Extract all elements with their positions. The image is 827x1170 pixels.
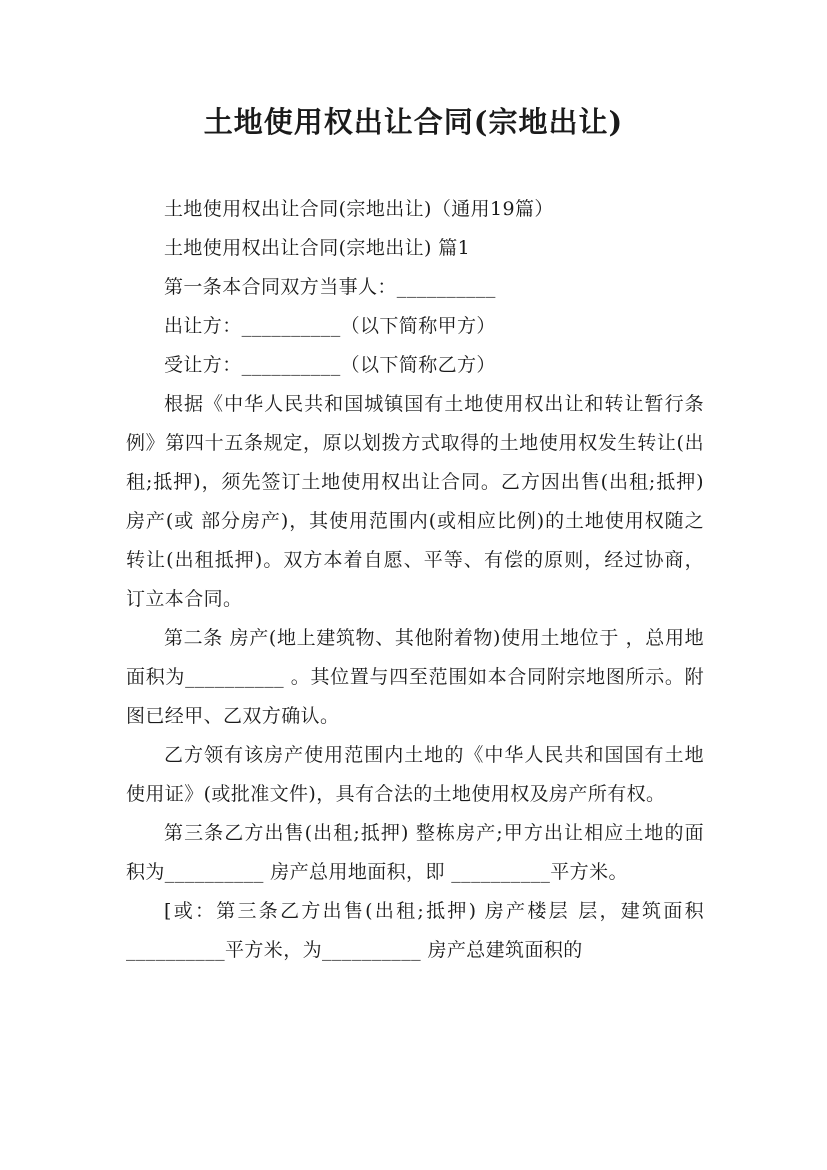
paragraph-article-3: 第三条乙方出售(出租;抵押) 整栋房产;甲方出让相应土地的面积为__________ 房产总用地面积，即 __________平方米。 [126, 822, 704, 883]
document-body [126, 190, 704, 970]
paragraph-land-certificate: 乙方领有该房产使用范围内土地的《中华人民共和国国有土地使用证》(或批准文件)，具有合法的土地使用权及房产所有权。 [126, 744, 704, 805]
document-title: 土地使用权出让合同(宗地出让) [203, 105, 624, 139]
paragraph-article-1: 第一条本合同双方当事人：__________ [164, 276, 496, 298]
paragraph-subtitle: 土地使用权出让合同(宗地出让)（通用19篇） [164, 198, 554, 220]
paragraph-section-heading: 土地使用权出让合同(宗地出让) 篇1 [164, 237, 471, 259]
paragraph-preamble: 根据《中华人民共和国城镇国有土地使用权出让和转让暂行条例》第四十五条规定，原以划拨方式取得的土地使用权发生转让(出租;抵押)，须先签订土地使用权出让合同。乙方因出售(出租;抵押) 房产(或 部分房产)，其使用范围内(或相应比例)的土地使用权随之转让(出租抵押)。双方本着自愿、平等、有偿的原则，经过协商，订立本合同。 [126, 393, 704, 610]
paragraph-article-3-alt: [或：第三条乙方出售(出租;抵押) 房产楼层 层，建筑面积 __________平方米，为__________ 房产总建筑面积的 [126, 900, 704, 961]
paragraph-party-a: 出让方：__________（以下简称甲方） [164, 315, 496, 337]
paragraph-party-b: 受让方：__________（以下简称乙方） [164, 354, 496, 376]
paragraph-article-2: 第二条 房产(地上建筑物、其他附着物)使用土地位于 ，总用地面积为__________ 。其位置与四至范围如本合同附宗地图所示。附图已经甲、乙双方确认。 [126, 627, 704, 727]
